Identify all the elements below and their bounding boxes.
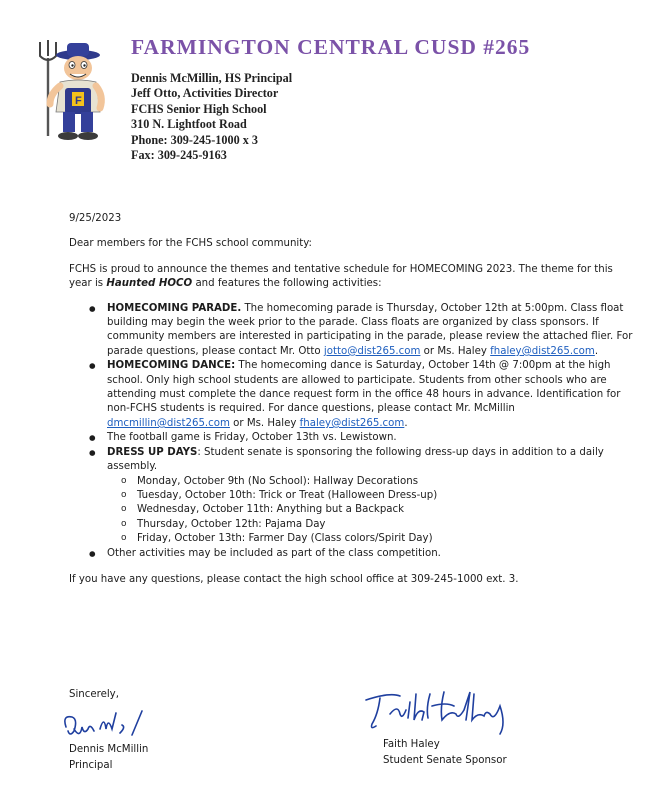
parade-text-end: .: [594, 345, 599, 357]
signatory-left: [69, 742, 148, 773]
dance-heading: HOMECOMING DANCE:: [107, 360, 236, 372]
school-name: FARMINGTON CENTRAL CUSD #265: [131, 35, 531, 59]
header-contact-block: [131, 71, 292, 163]
list-item-day: o Friday, October 13th: Farmer Day (Class colors/Spirit Day): [137, 532, 634, 546]
list-item-dance: [107, 359, 634, 431]
email-link-haley[interactable]: fhaley@dist265.com: [490, 345, 595, 357]
letter-date: 9/25/2023: [69, 213, 122, 224]
email-link-otto[interactable]: jotto@dist265.com: [323, 345, 421, 357]
dance-text-end: .: [404, 417, 408, 429]
signatory-left-name: Dennis McMillin: [69, 744, 149, 755]
theme-name: Haunted HOCO: [106, 278, 193, 290]
dance-text-mid: or Ms. Haley: [229, 417, 300, 429]
intro-text: FCHS is proud to announce the themes and tentative schedule for HOMECOMING 2023. The theme for this year is: [69, 263, 613, 290]
dress-up-heading: DRESS UP DAYS: [107, 446, 198, 458]
dance-text: The homecoming dance is Saturday, October 14th @ 7:00pm at the high school. Only high school students are allowed to participate. Students from other schools who are attending must complete the dance request form in the office 48 hours in advance. Identification for non-FCHS students is required. For dance questions, please contact Mr. McMillin: [107, 360, 621, 415]
closing-paragraph: If you have any questions, please contact the high school office at 309-245-1000 ext. 3.: [69, 573, 519, 585]
parade-text: The homecoming parade is Thursday, October 12th at 5:00pm. Class float building may begin the week prior to the parade. Class floats are organized by class sponsors. If community members are interested in participating in the parade, please review the attached flier. For parade questions, please contact Mr. Otto: [107, 302, 633, 357]
sincerely: Sincerely,: [69, 689, 119, 700]
header-address: 310 N. Lightfoot Road: [131, 117, 247, 132]
signatory-right-name: Faith Haley: [383, 739, 440, 750]
farmer-mascot-logo: [34, 38, 112, 142]
list-item-day: o Monday, October 9th (No School): Hallway Decorations: [137, 475, 634, 489]
football-text: The football game is Friday, October 13th vs. Lewistown.: [107, 432, 397, 444]
signatory-right-title: Student Senate Sponsor: [383, 754, 507, 766]
list-item-day: o Wednesday, October 11th: Anything but a Backpack: [137, 503, 634, 517]
parade-heading: HOMECOMING PARADE.: [107, 302, 242, 314]
header-activities-director: Jeff Otto, Activities Director: [131, 86, 279, 101]
list-item-football: [107, 431, 634, 445]
parade-text-mid: or Ms. Haley: [420, 345, 491, 357]
email-link-mcmillin[interactable]: dmcmillin@dist265.com: [107, 417, 230, 429]
salutation: Dear members for the FCHS school community:: [69, 238, 312, 250]
dress-up-text: : Student senate is sponsoring the following dress-up days in addition to a daily assembly.: [107, 446, 604, 473]
dress-up-days-list: [107, 475, 634, 547]
other-text: Other activities may be included as part of the class competition.: [107, 547, 441, 559]
list-item-day: o Thursday, October 12th: Pajama Day: [137, 518, 634, 532]
intro-paragraph: [69, 263, 634, 292]
signatory-left-title: Principal: [69, 759, 113, 771]
signature-haley: [360, 684, 520, 736]
header-fax: Fax: 309-245-9163: [131, 148, 227, 163]
letter-body: [69, 212, 634, 587]
list-item-day: o Tuesday, October 10th: Trick or Treat (Halloween Dress-up): [137, 489, 634, 503]
header-phone: Phone: 309-245-1000 x 3: [131, 132, 258, 147]
signatory-right: [383, 737, 507, 768]
email-link-haley-dance[interactable]: fhaley@dist265.com: [299, 417, 405, 429]
header-school: FCHS Senior High School: [131, 101, 267, 116]
list-item-dress-up: [107, 446, 634, 547]
intro-text-end: and features the following activities:: [192, 278, 382, 290]
list-item-other: [107, 547, 634, 561]
list-item-parade: [107, 302, 634, 360]
svg-text:F: F: [75, 95, 82, 107]
activities-list: [69, 302, 634, 561]
signature-mcmillin: [60, 705, 160, 743]
header-principal: Dennis McMillin, HS Principal: [131, 71, 293, 85]
